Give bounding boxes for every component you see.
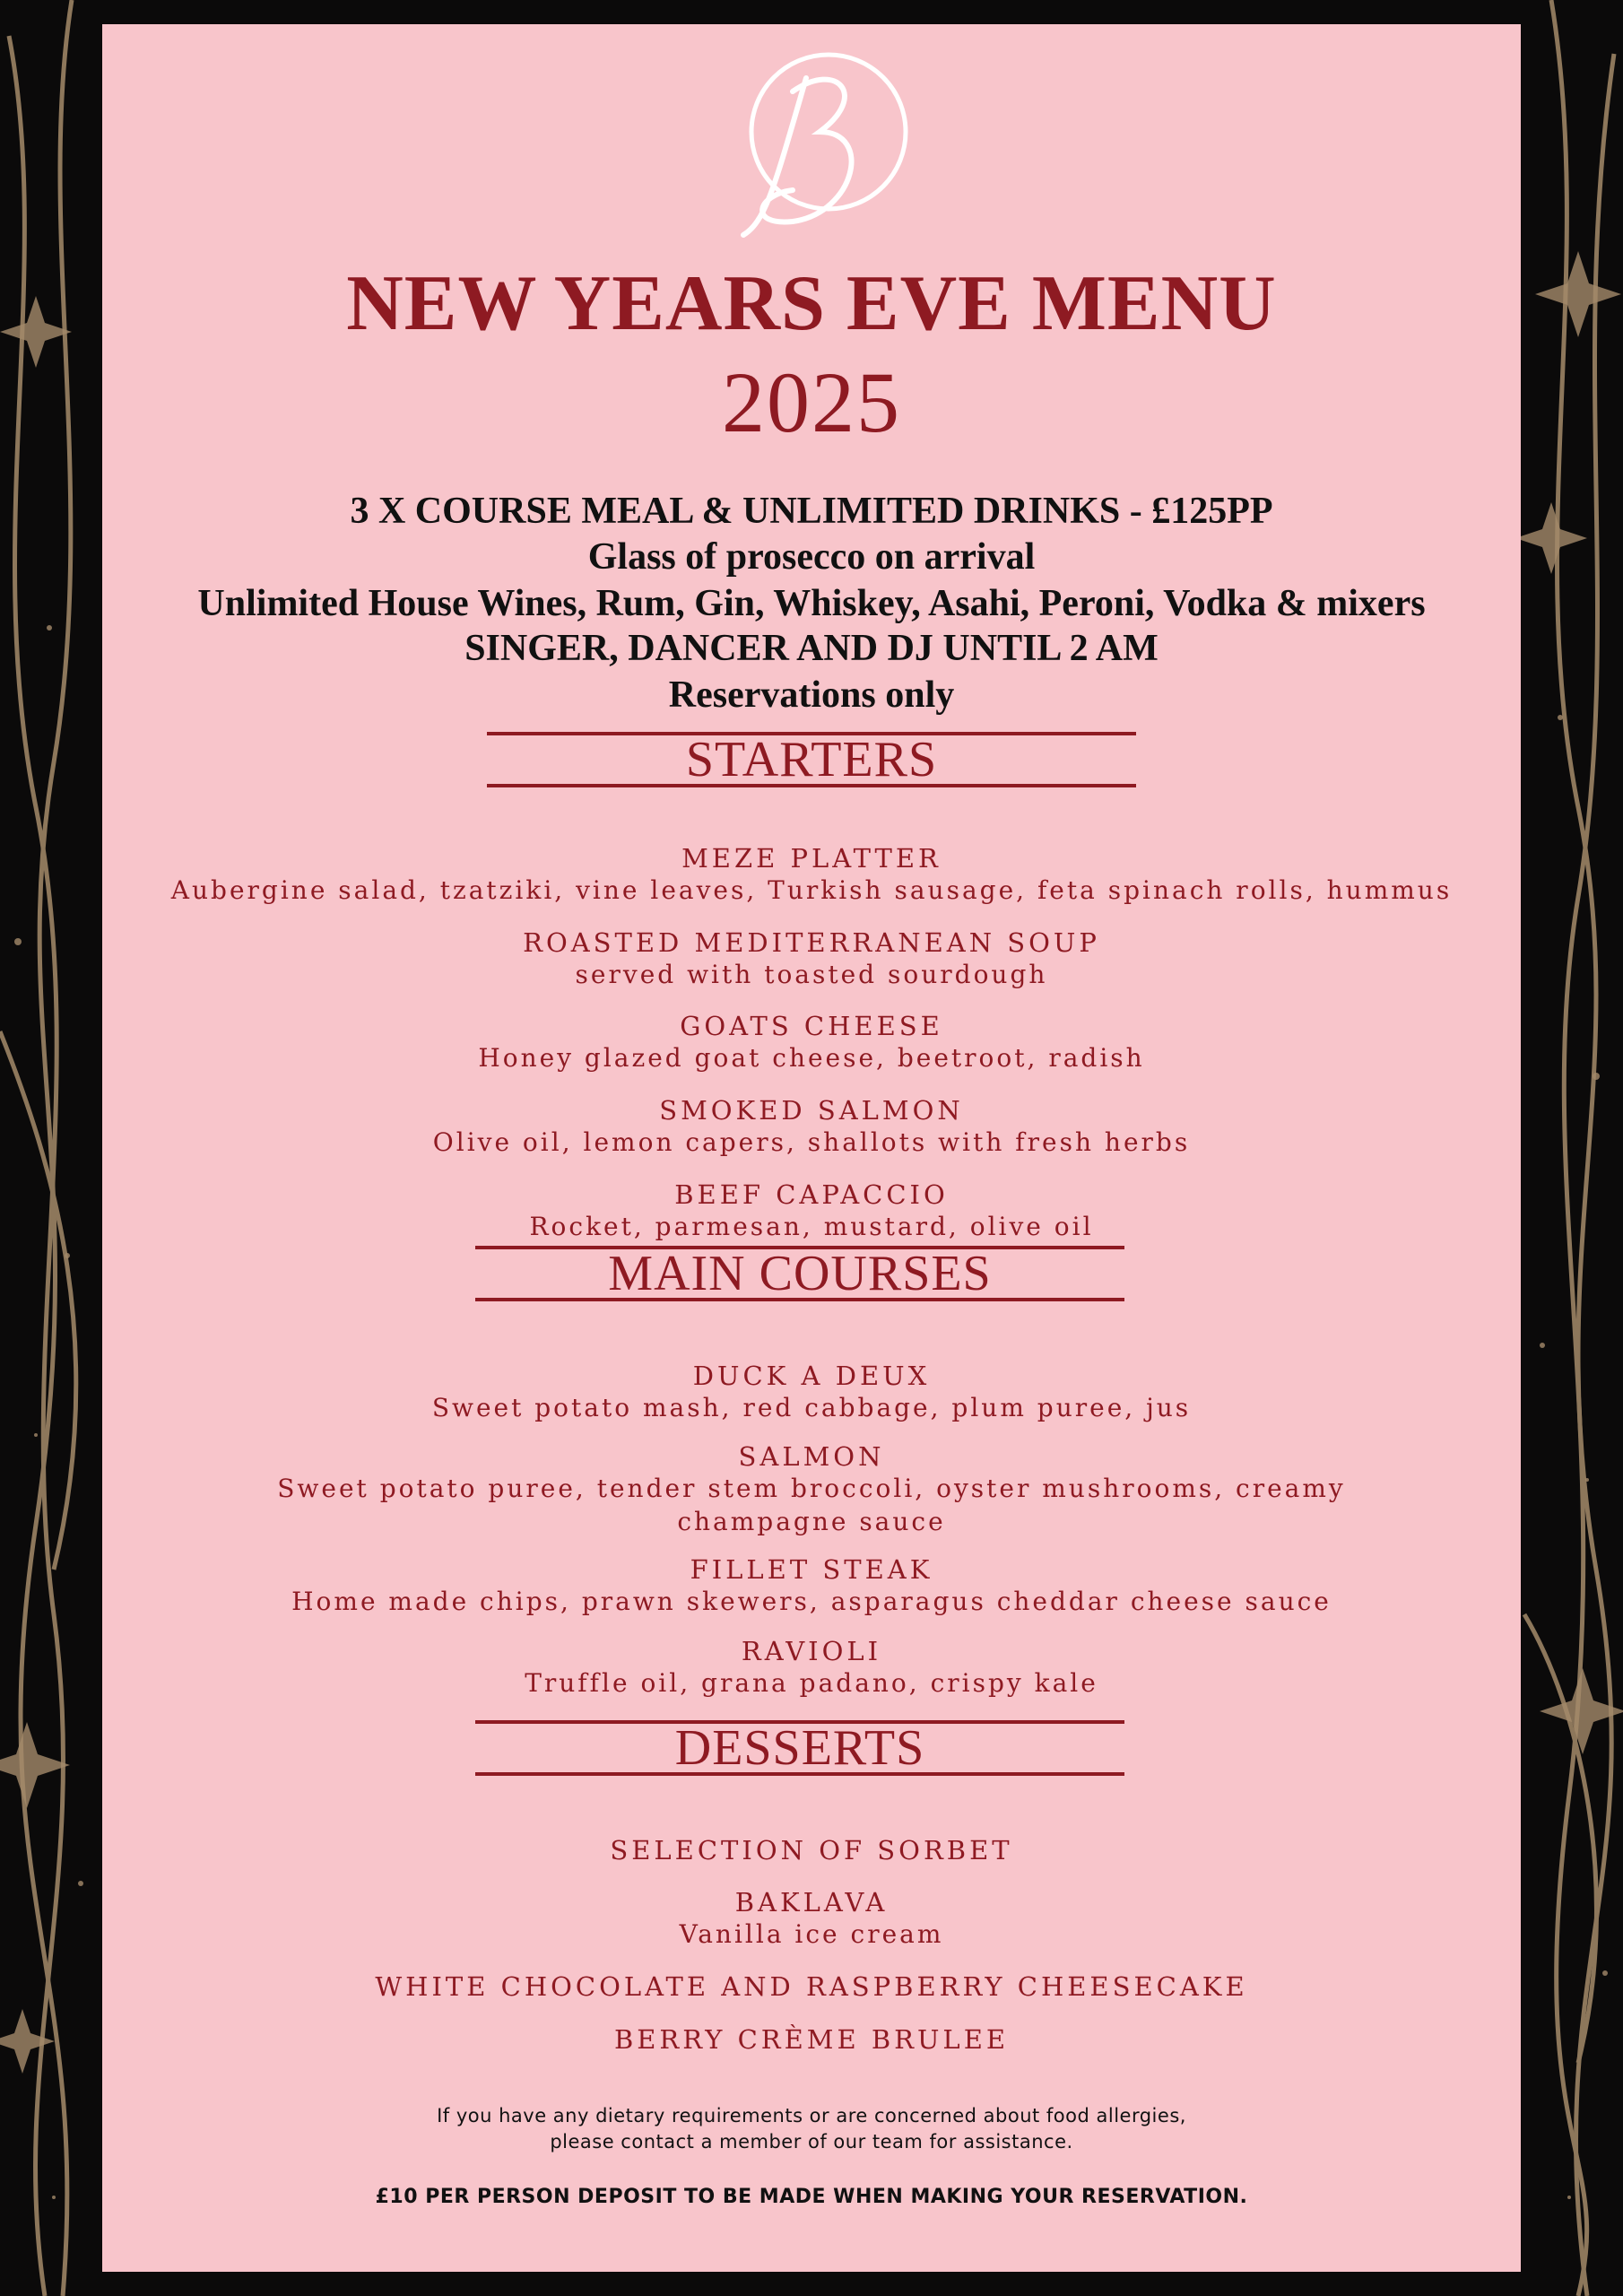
- dish-description: Aubergine salad, tzatziki, vine leaves, Turkish sausage, feta spinach rolls, hummus: [170, 875, 1453, 905]
- allergy-notice: please contact a member of our team for assistance.: [550, 2131, 1073, 2152]
- dish-name: RAVIOLI: [741, 1636, 882, 1666]
- dish-name: DUCK A DEUX: [692, 1361, 931, 1391]
- info-line: 3 X COURSE MEAL & UNLIMITED DRINKS - £125PP: [350, 491, 1273, 532]
- dish-description: Truffle oil, grana padano, crispy kale: [525, 1668, 1098, 1698]
- dish-name: BERRY CRÈME BRULEE: [613, 2024, 1010, 2055]
- dish-name: SMOKED SALMON: [659, 1095, 964, 1126]
- menu-card: [102, 24, 1521, 2272]
- dish-name: SALMON: [738, 1441, 885, 1472]
- dish-name: BAKLAVA: [734, 1887, 889, 1918]
- section-heading-starters: STARTERS: [487, 732, 1136, 787]
- dish-description: Sweet potato mash, red cabbage, plum puree, jus: [431, 1393, 1192, 1422]
- dish-name: SELECTION OF SORBET: [610, 1835, 1013, 1866]
- dish-name: WHITE CHOCOLATE AND RASPBERRY CHEESECAKE: [375, 1971, 1248, 2002]
- dish-description: Home made chips, prawn skewers, asparagus cheddar cheese sauce: [291, 1587, 1332, 1616]
- info-line: Glass of prosecco on arrival: [587, 536, 1036, 578]
- info-line: SINGER, DANCER AND DJ UNTIL 2 AM: [464, 628, 1159, 669]
- dish-name: MEZE PLATTER: [681, 843, 942, 874]
- dish-name: GOATS CHEESE: [680, 1011, 943, 1041]
- dish-name: ROASTED MEDITERRANEAN SOUP: [523, 927, 1100, 958]
- dish-name: FILLET STEAK: [690, 1554, 933, 1585]
- info-line: Reservations only: [668, 674, 955, 716]
- brand-logo: [721, 42, 918, 248]
- dish-description: Honey glazed goat cheese, beetroot, radish: [478, 1043, 1145, 1073]
- allergy-notice: If you have any dietary requirements or are concerned about food allergies,: [437, 2105, 1186, 2126]
- event-year: 2025: [722, 354, 901, 450]
- dish-description: champagne sauce: [677, 1507, 946, 1536]
- dish-description: Rocket, parmesan, mustard, olive oil: [529, 1212, 1094, 1241]
- info-line: Unlimited House Wines, Rum, Gin, Whiskey, Asahi, Peroni, Vodka & mixers: [197, 583, 1426, 624]
- section-heading-main-courses: MAIN COURSES: [475, 1246, 1124, 1301]
- page-title: NEW YEARS EVE MENU: [346, 260, 1277, 347]
- deposit-notice: £10 PER PERSON DEPOSIT TO BE MADE WHEN MAKING YOUR RESERVATION.: [375, 2186, 1248, 2208]
- dish-description: Sweet potato puree, tender stem broccoli, oyster mushrooms, creamy: [277, 1474, 1346, 1503]
- dish-name: BEEF CAPACCIO: [674, 1179, 949, 1210]
- dish-description: served with toasted sourdough: [575, 960, 1048, 989]
- section-heading-desserts: DESSERTS: [475, 1720, 1124, 1776]
- dish-description: Olive oil, lemon capers, shallots with fresh herbs: [432, 1127, 1191, 1157]
- dish-description: Vanilla ice cream: [679, 1919, 944, 1949]
